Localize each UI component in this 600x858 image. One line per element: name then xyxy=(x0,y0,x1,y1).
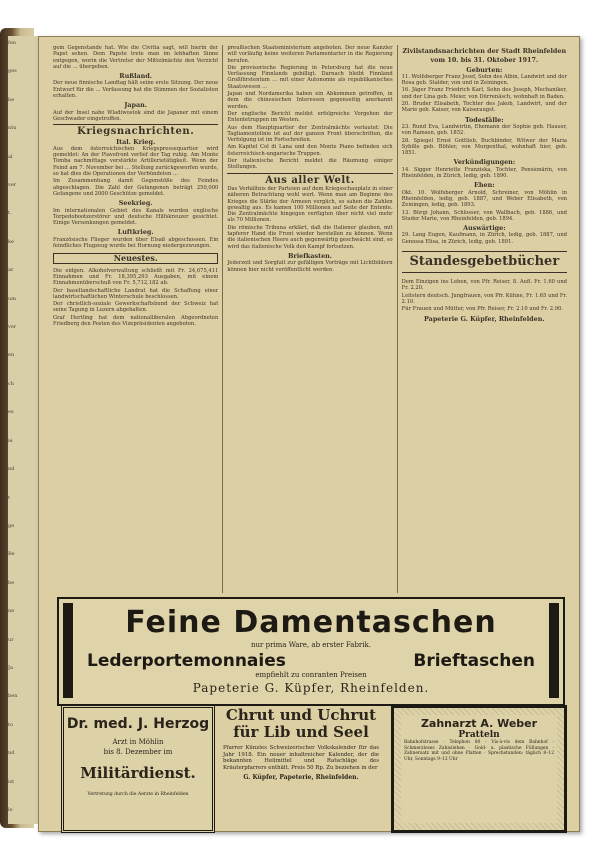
dentist-ad-inner xyxy=(401,715,557,823)
article-text: Die römische Tribuna erklärt, daß die Italiener glauben, mit tapferer Hand die Front wieder herstellen zu können. Wenn die italienischen Heere auch gegenwärtig geschwächt sind, so wird das italienische Volk den Kampf fortsetzen. xyxy=(227,224,393,250)
column-2 xyxy=(222,45,392,593)
left-page-fragment: ne xyxy=(8,608,15,615)
calendar-advertisement xyxy=(217,705,385,827)
section-heading: Rußland. xyxy=(119,72,153,81)
ad-products xyxy=(87,651,535,671)
left-page-fragment: t. xyxy=(8,210,12,217)
left-page-fragment: Be xyxy=(8,551,15,558)
left-page-fragment: ar xyxy=(8,267,14,274)
ad-subtitle: empfiehlt zu conranten Preisen xyxy=(255,671,367,679)
doctor-name: Dr. med. J. Herzog xyxy=(66,716,210,732)
section-heading: Kriegsnachrichten. xyxy=(77,126,195,138)
section-heading: Neuestes. xyxy=(53,253,218,263)
registry-entry: 14. Sigger Henriette Franziska, Tochter, Pensionärin, von Rheinfelden, in Zürich, ledig, geb. 1890. xyxy=(401,166,567,180)
column-3 xyxy=(397,45,567,593)
left-page-fragment: be xyxy=(8,96,15,103)
section-heading: Seekrieg. xyxy=(118,199,153,208)
left-page-fragment: ch xyxy=(8,380,15,387)
doctor-note: Vertretung durch die Aerzte in Rheinfelden xyxy=(87,792,189,797)
article-text: Japan und Nordamerika haben ein Abkommen getroffen, in dem die chinesischen Interessen gegenseitig anerkannt werden. xyxy=(227,91,393,110)
registry-entry: 13. Bürgi Johann, Schlosser, von Wallbach, geb. 1886, und Studer Marie, von Rheinfelden, geb. 1894. xyxy=(401,209,567,222)
article-text: Der basellandschaftliche Landrat hat die Schaffung einer landwirtschaftlichen Winterschule beschlossen. xyxy=(53,287,219,300)
left-page-fragment: ver xyxy=(8,182,17,189)
doctor-place: Arzt in Möhlin xyxy=(112,738,164,746)
section-heading: Japan. xyxy=(124,101,147,110)
section-heading: Todesfälle: xyxy=(465,115,504,124)
article-text: Auf der Insel nahe Wladiwostok sind die Japaner mit einem Geschwader eingetroffen. xyxy=(53,109,219,122)
ad-product-right: Brieftaschen xyxy=(413,651,535,671)
article-text: Graf Hertling hat dem nationalliberalen Abgeordneten Friedberg den Posten des Vizepräsidenten angeboten. xyxy=(53,314,219,327)
doctor-until: bis 8. Dezember im xyxy=(103,748,173,756)
ad-product-left: Lederportemonnaies xyxy=(87,651,286,671)
left-page-fragment: ur xyxy=(8,636,14,643)
left-page-fragment: fen xyxy=(8,40,17,46)
left-page-fragment: nd xyxy=(8,466,15,473)
article-text: Am Kapitel Col di Lana und den Monte Piano befinden sich österreichisch-ungarische Truppen. xyxy=(227,144,393,157)
section-heading: Zivilstandsnachrichten der Stadt Rheinfelden xyxy=(402,47,567,55)
article-text: Der christlich-soziale Gewerkschaftsbund der Schweiz hat seine Tagung in Luzern abgehalten. xyxy=(53,301,219,314)
handbag-advertisement xyxy=(57,597,565,706)
dentist-details: Bahnhofstrasse · Telephon 80 · Vis-à-vis dem Bahnhof · Schmerzloses Zahnziehen · Gold- u. plastische Füllungen · Zahnersatz mit und ohne Platten · Sprechstunden: täglich 8–12 Uhr, Sonntags 9–12 Uhr xyxy=(404,740,554,762)
registry-entry: 20. Bruder Elisabeth, Tochter des Jakob, Landwirt, und der Marie geb. Kaiser, von Kaiseraugst. xyxy=(401,101,567,114)
dentist-city: Pratteln xyxy=(458,730,500,740)
ad-title: Feine Damentaschen xyxy=(125,605,497,640)
left-page-fragment: le xyxy=(8,806,13,813)
article-text: Jederzeit und Sorgfalt zur gefälligen Vorträge mit Lichtbildern können hier nicht veröffentlicht werden. xyxy=(227,260,393,273)
dentist-advertisement xyxy=(391,705,567,833)
left-page-fragment: ges xyxy=(8,68,17,75)
left-page-fragment: ntu xyxy=(8,125,17,132)
calendar-title: Chrut und Uchrut für Lib und Seel xyxy=(225,706,377,741)
ad-heading: Standesgebetbücher xyxy=(402,251,567,273)
article-text: Die eidgen. Alkoholverwaltung schließt mit Fr. 24,675,411 Einnahmen und Fr. 18,395,293 Ausgaben, mit einem Einnahmenüberschuß von Fr. 5,712,182 ab. xyxy=(53,267,219,287)
article-text: Aus dem österreichischen Kriegspressequartier wird gemeldet: An der Piavefront verlief der Tag ruhig. Am Monte Tomba nachmittags verstärkte Artillerietätigkeit. Wenn der Feind am 7. November bei ... Stellung zurückgeworfen wurde, so hat dies die Operationen der Verbündeten ... xyxy=(53,145,219,178)
calendar-body: Pfarrer Künzles Schweizerischer Volkskalender für das Jahr 1918. Ein neuer inhaltreicher Kalender, der die bekannten Heilmittel und Ratschläge des Kräuterpfarrers enthält. Preis 50 Rp. Zu beziehen in der xyxy=(223,745,379,771)
article-text: Im Zusammenhang damit Gegenstöße des Feindes abgeschlagen. Die Zahl der Gefangenen beträgt 250,000 Gefangene und 2000 Geschütze gemeldet. xyxy=(53,178,219,197)
left-page-fragment: um xyxy=(8,295,16,302)
section-subheading: vom 10. bis 31. Oktober 1917. xyxy=(430,56,539,65)
left-page-fragment: en xyxy=(8,352,15,359)
ad-item: Für Frauen und Mütter, von Pfr. Reiser, Fr. 2.10 und Fr. 2.90. xyxy=(401,306,563,313)
left-page-fragment: al xyxy=(8,153,13,160)
left-page-fragment: ist xyxy=(8,778,15,785)
section-heading: Ehen: xyxy=(474,181,495,190)
left-page-fragment: ge xyxy=(8,522,15,529)
section-heading: Aus aller Welt. xyxy=(265,174,355,186)
dentist-title: Zahnarzt A. Weber xyxy=(420,717,538,730)
ad-item: Dem Einzigen ins Leben, von Pfr. Reiser, 8. Aufl. Fr. 1.60 und Fr. 2.20. xyxy=(401,279,567,292)
doctor-advertisement xyxy=(61,705,215,833)
divider xyxy=(53,124,218,125)
left-page-fragment: ie xyxy=(8,437,13,444)
article-text: Der italienische Bericht meldet die Räumung einiger Stellungen. xyxy=(227,158,393,171)
doctor-status: Militärdienst. xyxy=(80,764,196,782)
registry-entry: 16. Jäger Franz Friedrich Karl, Sohn des Joseph, Mechaniker, und der Lina geb. Meier, von Dürrenäsch, wohnhaft in Baden. xyxy=(401,87,567,100)
article-text: Der englische Bericht meldet erfolgreiche Vorgehen der Ententetruppen im Westen. xyxy=(227,110,393,124)
article-text: Der neue finnische Landtag hält seine erste Sitzung. Der neue Entwurf für die ... Verfassung hat die Stimmen der Sozialisten erhalten. xyxy=(53,80,219,100)
registry-entry: 29. Lang Eugen, Kaufmann, in Zürich, ledig, geb. 1887, und Genossa Elisa, in Zürich, ledig, geb. 1891. xyxy=(401,232,567,245)
article-text: gem Gegenstande hat. Wie die Civitta sagt, will hierin der Papst sehen. Dem Papste trete man im lebhaften Sinne entgegen, worin die Vertreter der Mittelmächte den Verzicht auf die ... übergeben. xyxy=(53,45,219,70)
article-text: Im internationalen Gebiet des Kanals wurden englische Torpedobootzerstörer und deutsche Hilfskreuzer gesichtet. Einige Versenkungen gemeldet. xyxy=(53,207,219,227)
left-page-fragment: ke xyxy=(8,238,14,245)
calendar-firm: G. Küpfer, Papeterie, Rheinfelden. xyxy=(243,774,359,782)
registry-entry: 28. Spiegel Ernst Gottlieb, Buchbinder, Witwer der Maria Sybille geb. Böhler, von Murgenthal, wohnhaft hier, geb. 1851. xyxy=(401,137,567,157)
article-text: Das Verhältnis der Parteien auf dem Kriegsschauplatz in einer näheren Betrachtung wohl wert. Wenn man am Beginne des Krieges die Stärke der Armeen verglich, so sahen die Zahlen gewaltig aus. Es kamen 100 Millionen auf Seite der Entente. Die Zentralmächte hingegen verfügten über nicht viel mehr als 70 Millionen. xyxy=(227,185,393,224)
ad-firm: Papeterie G. Küpfer, Rheinfelden. xyxy=(192,681,430,695)
ad-firm: Papeterie G. Küpfer, Rheinfelden. xyxy=(424,314,545,323)
left-page-fragment: t xyxy=(8,494,11,501)
section-heading: Ital. Krieg. xyxy=(116,137,156,146)
article-text: Aus dem Hauptquartier der Zentralmächte verlautet: Die Tagliamentolinie ist auf der ganzen Front überschritten, die Verfolgung ist im Fortschreiten. xyxy=(227,124,393,144)
left-page-fragment: ben xyxy=(8,693,18,700)
article-text: preußischen Staatsministerium angeboten. Der neue Kanzler will vorläufig keine weiteren Parlamentarier in die Regierung berufen. xyxy=(227,45,393,64)
divider xyxy=(227,173,392,174)
left-page-fragment: to xyxy=(8,721,14,728)
article-text: Französische Flieger wurden über Elsaß abgeschossen. Ein feindliches Flugzeug wurde bei Hornung niedergezwungen. xyxy=(53,236,219,250)
section-heading: Verkündigungen: xyxy=(453,158,516,167)
ad-item: Leitstern deutsch. Jungfrauen, von Pfr. Kühne, Fr. 1.65 und Fr. 2.10. xyxy=(401,292,567,305)
section-heading: Geburten: xyxy=(466,65,503,74)
section-heading: Briefkasten. xyxy=(287,251,333,260)
registry-entry: 23. Rund Eva, Landwirtin, Ehemann der Sophie geb. Hauser, von Ramsen, geb. 1852. xyxy=(401,123,567,137)
left-page-fragment: nd xyxy=(8,750,15,757)
text-columns xyxy=(53,45,567,593)
section-heading: Auswärtige: xyxy=(463,224,506,233)
ad-subtitle: nur prima Ware, ab erster Fabrik. xyxy=(251,641,371,649)
left-page-fragment: ver xyxy=(8,324,17,331)
registry-entry: 11. Wolfsberger Franz Josef, Sohn des Albin, Landwirt und der Rosa geb. Stalder, von und in Zeiningen. xyxy=(401,73,567,87)
section-heading: Luftkrieg. xyxy=(117,228,154,237)
newspaper-page xyxy=(38,36,580,832)
registry-entry: Okt. 10. Wolfsberger Arnold, Schreiner, von Möhlin in Rheinfelden, ledig, geb. 1887, und Weber Elisabeth, von Zeiningen, ledig, geb. 1893. xyxy=(401,189,567,209)
column-1 xyxy=(53,45,218,593)
left-page-fragment: be xyxy=(8,579,15,586)
article-text: Die provisorische Regierung in Petersburg hat die neue Verfassung Finnlands gebilligt. Darnach bleibt Finnland Großfürstentum ... mit einer Autonomie als republikanisches Staatswesen ... xyxy=(227,64,393,90)
adjacent-page-edge xyxy=(8,36,42,824)
left-page-fragment: Ja xyxy=(8,664,13,671)
left-page-fragment: es xyxy=(8,409,14,416)
